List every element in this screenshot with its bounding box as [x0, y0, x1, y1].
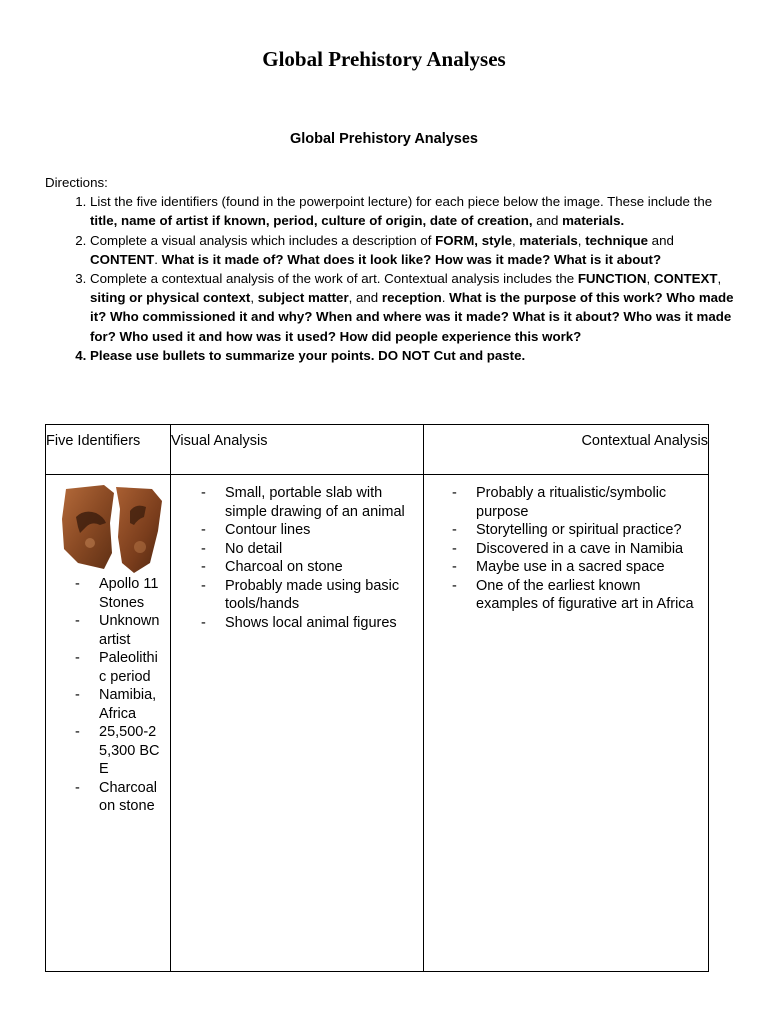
- list-item: - Paleolithic period: [75, 649, 161, 686]
- direction-3-context: CONTEXT: [653, 271, 718, 287]
- list-item: - 25,500-25,300 BCE: [75, 723, 161, 779]
- list-item: - Discovered in a cave in Namibia: [452, 540, 702, 559]
- direction-2-sep2: ,: [577, 232, 586, 248]
- apollo-11-stones-image: [60, 483, 170, 575]
- direction-2-questions: What is it made of? What does it look like? How was it made? What is it about?: [161, 251, 662, 267]
- direction-3-period: .: [441, 290, 450, 306]
- direction-3-subject: subject matter: [257, 290, 349, 306]
- direction-2-period: .: [154, 251, 162, 267]
- direction-1-and: and: [532, 213, 563, 229]
- directions-section: [45, 173, 735, 365]
- list-item: - Maybe use in a sacred space: [452, 558, 702, 577]
- list-item: - Probably made using basic tools/hands: [201, 577, 413, 614]
- visual-analysis-list: [171, 475, 423, 632]
- header-visual-analysis: Visual Analysis: [171, 425, 424, 475]
- header-contextual-analysis: Contextual Analysis: [424, 425, 709, 475]
- list-item: - No detail: [201, 540, 413, 559]
- direction-2-text: Complete a visual analysis which includes a description of: [90, 232, 436, 248]
- direction-item-1: [90, 192, 735, 230]
- document-heading: Global Prehistory Analyses: [289, 131, 479, 147]
- direction-3-text: Complete a contextual analysis of the work of art. Contextual analysis includes the: [90, 271, 578, 287]
- contextual-analysis-list: [424, 475, 708, 614]
- direction-1-materials: materials.: [562, 213, 625, 229]
- direction-3-sep2: ,: [717, 271, 722, 287]
- direction-2-technique: technique: [585, 232, 648, 248]
- direction-1-text: List the five identifiers (found in the powerpoint lecture) for each piece below the image. These include the: [90, 194, 713, 210]
- table-header-row: [46, 425, 709, 475]
- direction-item-3: [90, 269, 735, 346]
- list-item: - Contour lines: [201, 521, 413, 540]
- list-item: - One of the earliest known examples of figurative art in Africa: [452, 577, 702, 614]
- direction-2-and: and: [647, 232, 674, 248]
- direction-3-siting: siting or physical context: [90, 290, 251, 306]
- direction-3-questions: What is the purpose of this work? Who made it? Who commissioned it and why? When and where was it made? What is it about? Who was it made for? Who used it and how was it used? How did people experience this work?: [90, 290, 734, 344]
- contextual-analysis-cell: [424, 475, 709, 972]
- direction-3-sep3: ,: [250, 290, 258, 306]
- identifiers-list: [46, 575, 170, 816]
- list-item: - Probably a ritualistic/symbolic purpose: [452, 484, 702, 521]
- direction-2-sep: ,: [512, 232, 520, 248]
- list-item: - Unknown artist: [75, 612, 161, 649]
- list-item: - Small, portable slab with simple drawing of an animal: [201, 484, 413, 521]
- list-item: - Storytelling or spiritual practice?: [452, 521, 702, 540]
- analysis-table: [45, 424, 709, 972]
- direction-item-2: [90, 231, 735, 269]
- direction-1-bold: title, name of artist if known, period, culture of origin, date of creation,: [90, 213, 533, 229]
- page-title: Global Prehistory Analyses: [262, 47, 506, 71]
- visual-analysis-cell: [171, 475, 424, 972]
- list-item: - Apollo 11 Stones: [75, 575, 161, 612]
- list-item: - Charcoal on stone: [201, 558, 413, 577]
- direction-2-materials: materials: [519, 232, 578, 248]
- list-item: - Charcoal on stone: [75, 779, 161, 816]
- direction-3-reception: reception: [381, 290, 442, 306]
- table-body-row: [46, 475, 709, 972]
- directions-label: Directions:: [45, 175, 108, 190]
- direction-3-sep: ,: [646, 271, 654, 287]
- list-item: - Shows local animal figures: [201, 614, 413, 633]
- direction-3-function: FUNCTION: [577, 271, 647, 287]
- header-five-identifiers: Five Identifiers: [46, 425, 171, 475]
- direction-2-content: CONTENT: [90, 251, 155, 267]
- direction-item-4: 4. Please use bullets to summarize your points. DO NOT Cut and paste.: [90, 346, 735, 365]
- identifiers-cell: [46, 475, 171, 972]
- directions-list: [45, 192, 735, 365]
- list-item: - Namibia, Africa: [75, 686, 161, 723]
- direction-3-and: , and: [348, 290, 382, 306]
- direction-2-form: FORM, style: [435, 232, 512, 248]
